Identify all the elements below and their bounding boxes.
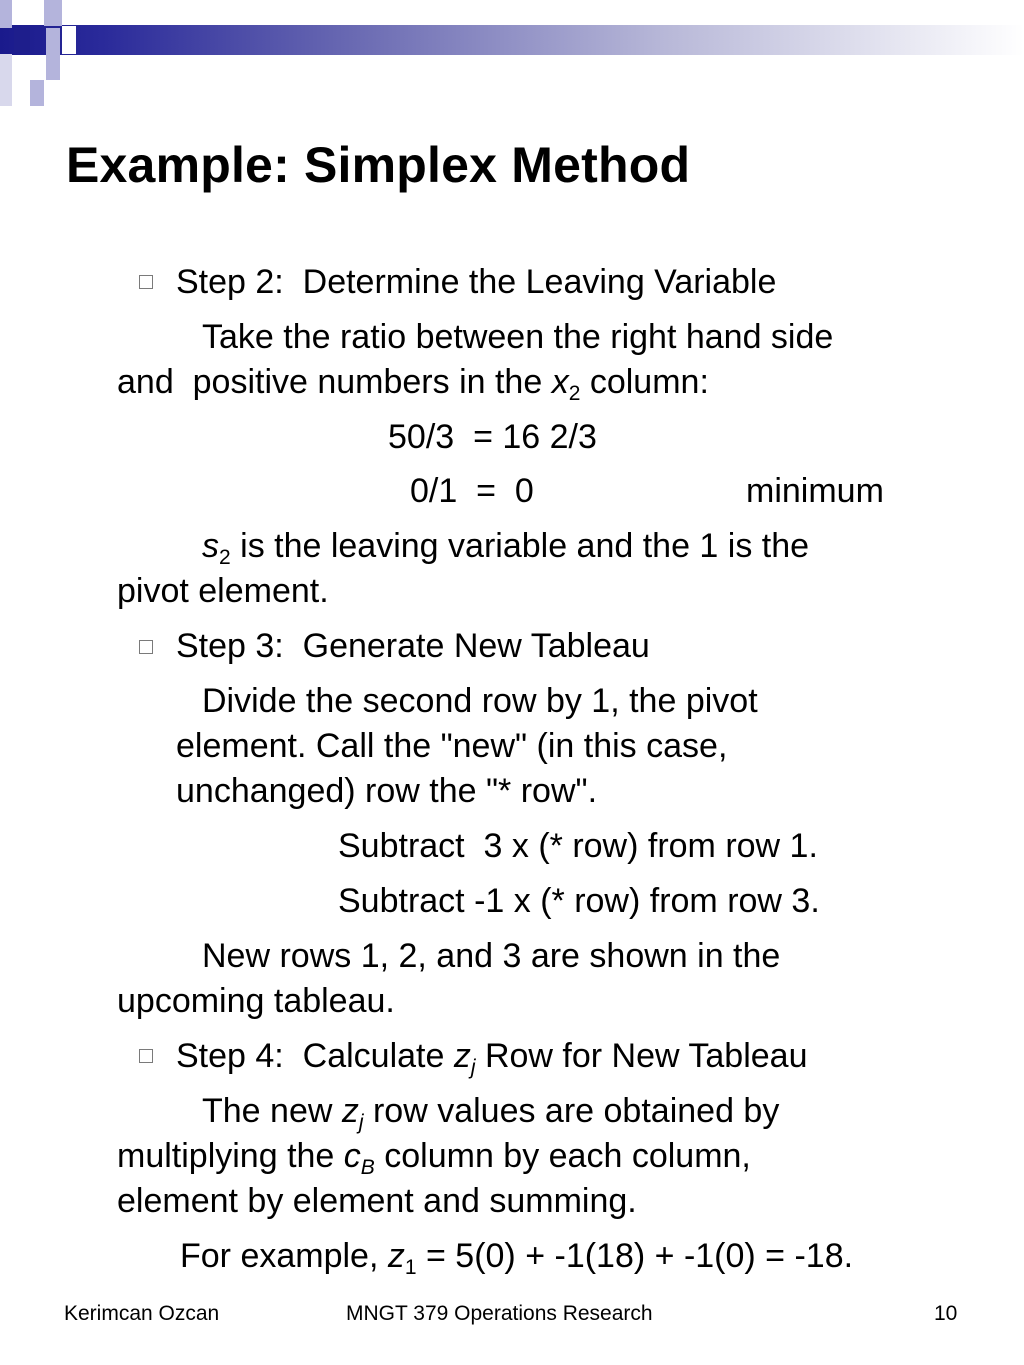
- minimum-note: minimum: [746, 472, 884, 510]
- bullet-icon: [139, 275, 153, 289]
- footer-page-number: 10: [934, 1302, 958, 1325]
- variable-z: z: [387, 1237, 405, 1275]
- example-line: [180, 1236, 854, 1279]
- step2-heading: Step 2: Determine the Leaving Variable: [176, 263, 777, 301]
- subtract-instruction: Subtract -1 x (* row) from row 3.: [338, 882, 820, 920]
- header-banner: [0, 25, 1024, 55]
- step4-heading: [176, 1036, 808, 1079]
- decor-square: [44, 0, 62, 26]
- ratio-row: 0/1 = 0: [410, 472, 534, 510]
- bullet-icon: [139, 640, 153, 654]
- decor-square: [0, 54, 12, 106]
- variable-z: z: [453, 1037, 471, 1075]
- text: column by each column,: [374, 1137, 751, 1175]
- text: = 5(0) + -1(18) + -1(0) = -18.: [416, 1237, 854, 1275]
- subscript: B: [360, 1156, 375, 1179]
- subscript: 1: [404, 1256, 417, 1279]
- step4-paragraph-line: [202, 1091, 780, 1134]
- variable-s: s: [202, 527, 219, 565]
- text: Row for New Tableau: [475, 1037, 808, 1075]
- decor-square: [46, 28, 60, 80]
- leaving-variable-line: [202, 526, 810, 569]
- new-rows-line: upcoming tableau.: [117, 982, 395, 1020]
- subscript: 2: [568, 382, 581, 405]
- text: and positive numbers in the: [117, 363, 552, 401]
- decor-square: [30, 80, 44, 106]
- step3-paragraph-line: Divide the second row by 1, the pivot: [202, 682, 758, 720]
- text: The new: [202, 1092, 342, 1130]
- footer-author: Kerimcan Ozcan: [64, 1302, 220, 1325]
- ratio-row: 50/3 = 16 2/3: [388, 418, 597, 456]
- step4-paragraph-line: [117, 1136, 751, 1179]
- leaving-variable-line: pivot element.: [117, 572, 329, 610]
- decor-square: [62, 26, 76, 54]
- step2-paragraph-line: Take the ratio between the right hand side: [202, 318, 834, 356]
- step2-paragraph-line: [117, 362, 709, 405]
- variable-x: x: [551, 363, 569, 401]
- step3-paragraph-line: element. Call the "new" (in this case,: [176, 727, 728, 765]
- text: row values are obtained by: [363, 1092, 780, 1130]
- subscript: 2: [219, 546, 231, 569]
- bullet-icon: [139, 1049, 153, 1063]
- footer-course: MNGT 379 Operations Research: [346, 1302, 653, 1325]
- text: is the leaving variable and the 1 is the: [230, 527, 810, 565]
- step4-paragraph-line: element by element and summing.: [117, 1182, 637, 1220]
- text: column:: [580, 363, 709, 401]
- step3-heading: Step 3: Generate New Tableau: [176, 627, 650, 665]
- subscript: j: [358, 1111, 364, 1134]
- subscript: j: [470, 1056, 476, 1079]
- text: Step 4: Calculate: [176, 1037, 454, 1075]
- step3-paragraph-line: unchanged) row the "* row".: [176, 772, 598, 810]
- variable-z: z: [341, 1092, 359, 1130]
- variable-c: c: [343, 1137, 361, 1175]
- new-rows-line: New rows 1, 2, and 3 are shown in the: [202, 937, 781, 975]
- decor-square: [0, 0, 12, 28]
- subtract-instruction: Subtract 3 x (* row) from row 1.: [338, 827, 818, 865]
- page-title: Example: Simplex Method: [66, 137, 691, 193]
- text: For example,: [180, 1237, 388, 1275]
- decor-square: [14, 28, 30, 52]
- text: multiplying the: [117, 1137, 344, 1175]
